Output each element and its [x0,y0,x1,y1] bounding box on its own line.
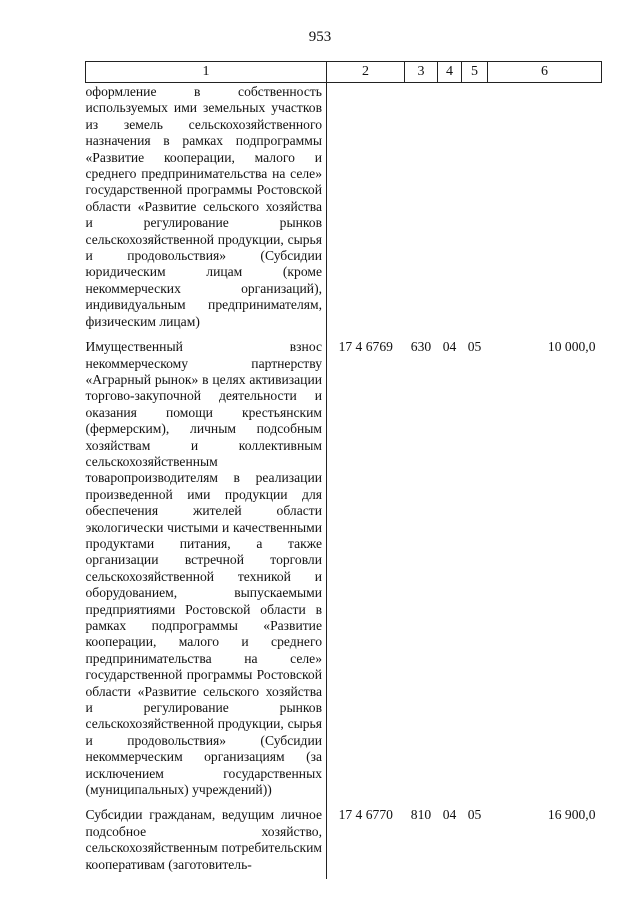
row-description: Имущественный взнос некоммерческому партнерству «Аграрный рынок» в целях активизации торгово-закупочной деятельности и оказания помощи крестьянским (фермерским), личным подсобным хозяйствам и коллективным сельскохозяйственным товаропроизводителям в реализации произведенной ими продукции для обеспечения жителей области экологически чистыми и качественными продуктами питания, а также организации встречной торговли сельскохозяйственной техникой и оборудованием, выпускаемыми предприятиями Ростовской области в рамках подпрограммы «Развитие кооперации, малого и среднего предпринимательства на селе» государственной программы Ростовской области «Развитие сельского хозяйства и регулирование рынков сельскохозяйственной продукции, сырья и продовольствия» (Субсидии некоммерческим организациям (за исключением государственных (муниципальных) учреждений)) [86,336,327,804]
row-section: 04 [442,807,457,823]
row-subsection [462,83,488,337]
row-description: Субсидии гражданам, ведущим личное подсобное хозяйство, сельскохозяйственным потребительским кооперативам (заготовитель- [86,804,327,879]
header-col-1: 1 [86,62,327,83]
row-description: оформление в собственность используемых ими земельных участков из земель сельскохозяйственного назначения в рамках подпрограммы «Развитие кооперации, малого и среднего предпринимательства на селе» государственной программы Ростовской области «Развитие сельского хозяйства и регулирование рынков сельскохозяйственной продукции, сырья и продовольствия» (Субсидии юридическим лицам (кроме некоммерческих организаций), индивидуальным предпринимателям, физическим лицам) [86,83,327,337]
table-row [86,83,602,337]
header-col-6: 6 [488,62,602,83]
header-row [86,62,602,83]
table-row [86,336,602,804]
page-number: 953 [308,29,332,45]
header-col-2: 2 [327,62,405,83]
table-header [86,62,602,83]
table-row [86,804,602,879]
row-amount [488,83,602,337]
row-subsection: 05 [467,339,482,355]
row-target-code: 17 4 6769 [338,339,393,355]
budget-table [85,61,602,879]
row-expense-type: 810 [410,807,432,823]
row-amount: 10 000,0 [547,339,596,355]
row-target-code: 17 4 6770 [338,807,393,823]
header-col-5: 5 [462,62,488,83]
table-body [86,83,602,880]
row-subsection: 05 [467,807,482,823]
header-col-3: 3 [405,62,438,83]
header-col-4: 4 [438,62,462,83]
row-section [438,83,462,337]
row-expense-type: 630 [410,339,432,355]
row-amount: 16 900,0 [547,807,596,823]
row-section: 04 [442,339,457,355]
row-target-code [327,83,405,337]
row-expense-type [405,83,438,337]
